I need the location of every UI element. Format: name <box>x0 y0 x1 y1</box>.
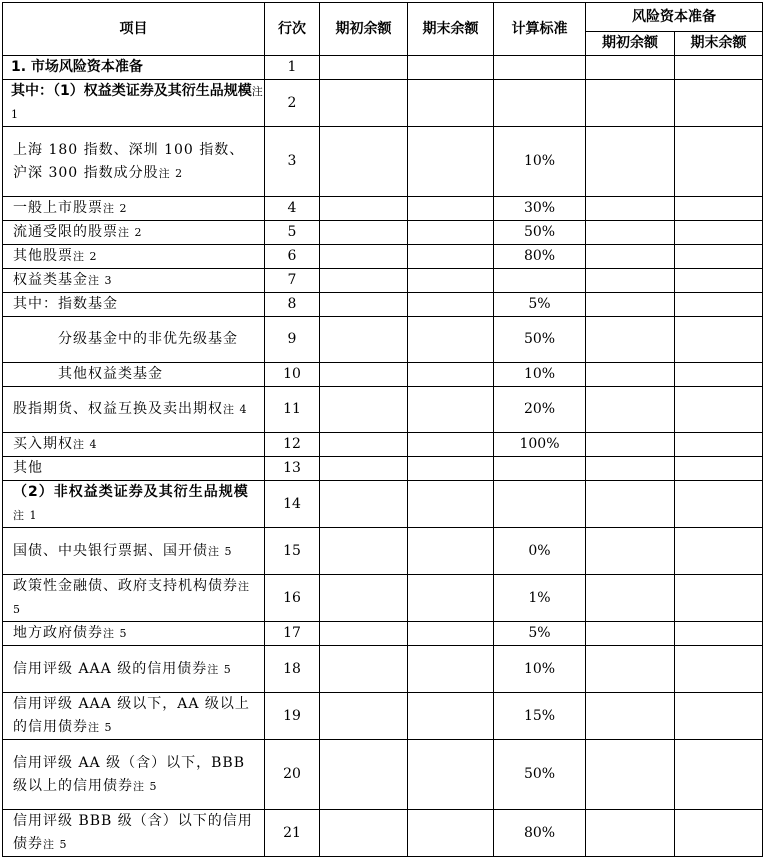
header-row-number: 行次 <box>265 3 320 56</box>
end-balance-cell <box>408 481 494 528</box>
row-item-label: 其他 <box>13 460 43 476</box>
reserve-begin-cell <box>586 293 675 317</box>
row-item <box>3 363 265 387</box>
row-number: 13 <box>265 457 320 481</box>
row-number: 9 <box>265 317 320 363</box>
reserve-begin-cell <box>586 481 675 528</box>
calc-standard-cell: 50% <box>494 740 586 810</box>
reserve-begin-cell <box>586 740 675 810</box>
row-item <box>3 317 265 363</box>
row-number: 15 <box>265 528 320 575</box>
begin-balance-cell <box>320 245 408 269</box>
row-item <box>3 387 265 433</box>
reserve-end-cell <box>675 56 763 80</box>
row-note: 注 2 <box>118 226 143 239</box>
calc-standard-cell: 5% <box>494 622 586 646</box>
header-calc-standard: 计算标准 <box>494 3 586 56</box>
calc-standard-cell: 10% <box>494 646 586 693</box>
risk-capital-table <box>2 2 763 857</box>
begin-balance-cell <box>320 363 408 387</box>
table-row <box>3 740 763 810</box>
row-item-label: 国债、中央银行票据、国开债 <box>13 542 208 559</box>
table-row <box>3 528 763 575</box>
begin-balance-cell <box>320 80 408 127</box>
end-balance-cell <box>408 80 494 127</box>
calc-standard-cell: 10% <box>494 127 586 197</box>
row-note: 注 5 <box>208 544 233 558</box>
row-item <box>3 457 265 481</box>
end-balance-cell <box>408 575 494 622</box>
table-row <box>3 56 763 80</box>
row-item <box>3 528 265 575</box>
reserve-end-cell <box>675 457 763 481</box>
reserve-end-cell <box>675 740 763 810</box>
table-row <box>3 575 763 622</box>
row-item <box>3 575 265 622</box>
reserve-begin-cell <box>586 646 675 693</box>
row-note: 注 5 <box>103 627 128 640</box>
reserve-begin-cell <box>586 387 675 433</box>
calc-standard-cell <box>494 56 586 80</box>
row-item <box>3 127 265 197</box>
table-row <box>3 693 763 740</box>
reserve-begin-cell <box>586 575 675 622</box>
row-item-label: 信用评级 AAA 级的信用债券 <box>13 660 208 677</box>
begin-balance-cell <box>320 221 408 245</box>
row-number: 17 <box>265 622 320 646</box>
row-note: 注 4 <box>223 403 248 416</box>
row-number: 2 <box>265 80 320 127</box>
row-item-label: 其他权益类基金 <box>58 366 163 382</box>
row-note: 注 2 <box>158 166 184 180</box>
row-note: 注 5 <box>207 662 232 676</box>
reserve-end-cell <box>675 481 763 528</box>
end-balance-cell <box>408 622 494 646</box>
begin-balance-cell <box>320 528 408 575</box>
begin-balance-cell <box>320 646 408 693</box>
header-risk-reserve: 风险资本准备 <box>586 3 763 32</box>
table-row <box>3 127 763 197</box>
calc-standard-cell: 80% <box>494 245 586 269</box>
row-item-label: 信用评级 BBB 级（含）以下的信用债券 <box>13 813 253 852</box>
reserve-end-cell <box>675 433 763 457</box>
row-note: 注 3 <box>88 274 113 287</box>
begin-balance-cell <box>320 433 408 457</box>
row-note: 注 1 <box>11 85 263 121</box>
table-row <box>3 221 763 245</box>
begin-balance-cell <box>320 740 408 810</box>
reserve-begin-cell <box>586 80 675 127</box>
row-number: 3 <box>265 127 320 197</box>
end-balance-cell <box>408 317 494 363</box>
begin-balance-cell <box>320 56 408 80</box>
calc-standard-cell <box>494 481 586 528</box>
calc-standard-cell <box>494 457 586 481</box>
reserve-end-cell <box>675 810 763 857</box>
begin-balance-cell <box>320 693 408 740</box>
row-item-label: 1. 市场风险资本准备 <box>11 59 143 75</box>
row-number: 8 <box>265 293 320 317</box>
begin-balance-cell <box>320 622 408 646</box>
row-item-label: 一般上市股票 <box>13 200 103 216</box>
row-note: 注 4 <box>73 438 98 451</box>
row-note: 注 2 <box>103 202 128 215</box>
reserve-begin-cell <box>586 693 675 740</box>
reserve-begin-cell <box>586 810 675 857</box>
begin-balance-cell <box>320 197 408 221</box>
reserve-end-cell <box>675 221 763 245</box>
table-row <box>3 457 763 481</box>
calc-standard-cell: 15% <box>494 693 586 740</box>
reserve-end-cell <box>675 528 763 575</box>
row-item <box>3 197 265 221</box>
row-note: 注 2 <box>73 250 98 263</box>
calc-standard-cell: 0% <box>494 528 586 575</box>
reserve-end-cell <box>675 269 763 293</box>
begin-balance-cell <box>320 317 408 363</box>
calc-standard-cell: 10% <box>494 363 586 387</box>
row-number: 7 <box>265 269 320 293</box>
row-number: 21 <box>265 810 320 857</box>
reserve-begin-cell <box>586 363 675 387</box>
row-item-label: 其他股票 <box>13 248 73 264</box>
end-balance-cell <box>408 269 494 293</box>
reserve-begin-cell <box>586 622 675 646</box>
row-item-label: 政策性金融债、政府支持机构债券 <box>13 578 238 594</box>
header-begin-balance: 期初余额 <box>320 3 408 56</box>
row-item <box>3 245 265 269</box>
reserve-begin-cell <box>586 221 675 245</box>
end-balance-cell <box>408 387 494 433</box>
reserve-end-cell <box>675 197 763 221</box>
row-number: 19 <box>265 693 320 740</box>
table-row <box>3 481 763 528</box>
reserve-end-cell <box>675 127 763 197</box>
calc-standard-cell <box>494 80 586 127</box>
row-number: 10 <box>265 363 320 387</box>
row-number: 20 <box>265 740 320 810</box>
row-number: 18 <box>265 646 320 693</box>
row-number: 12 <box>265 433 320 457</box>
reserve-end-cell <box>675 245 763 269</box>
end-balance-cell <box>408 245 494 269</box>
calc-standard-cell: 50% <box>494 317 586 363</box>
row-item <box>3 221 265 245</box>
row-item-label: 其中：指数基金 <box>13 296 118 312</box>
begin-balance-cell <box>320 457 408 481</box>
row-number: 6 <box>265 245 320 269</box>
row-item <box>3 740 265 810</box>
end-balance-cell <box>408 363 494 387</box>
row-note: 注 5 <box>43 838 68 851</box>
table-row <box>3 646 763 693</box>
row-item-label: 分级基金中的非优先级基金 <box>58 331 238 347</box>
reserve-end-cell <box>675 80 763 127</box>
table-row <box>3 269 763 293</box>
reserve-end-cell <box>675 363 763 387</box>
end-balance-cell <box>408 693 494 740</box>
table-row <box>3 433 763 457</box>
calc-standard-cell: 50% <box>494 221 586 245</box>
reserve-begin-cell <box>586 528 675 575</box>
row-number: 14 <box>265 481 320 528</box>
row-item <box>3 269 265 293</box>
reserve-end-cell <box>675 622 763 646</box>
end-balance-cell <box>408 221 494 245</box>
reserve-begin-cell <box>586 433 675 457</box>
row-item-label: 流通受限的股票 <box>13 224 118 240</box>
calc-standard-cell: 5% <box>494 293 586 317</box>
end-balance-cell <box>408 528 494 575</box>
table-row <box>3 197 763 221</box>
table-row <box>3 80 763 127</box>
row-number: 16 <box>265 575 320 622</box>
row-note: 注 1 <box>13 509 38 522</box>
row-note: 注 5 <box>133 779 158 793</box>
header-item: 项目 <box>3 3 265 56</box>
table-row <box>3 363 763 387</box>
row-number: 1 <box>265 56 320 80</box>
begin-balance-cell <box>320 575 408 622</box>
row-note: 注 5 <box>88 721 113 734</box>
table-row <box>3 317 763 363</box>
begin-balance-cell <box>320 293 408 317</box>
header-reserve-begin: 期初余额 <box>586 32 675 56</box>
end-balance-cell <box>408 127 494 197</box>
reserve-begin-cell <box>586 245 675 269</box>
row-item <box>3 646 265 693</box>
row-item-label: 信用评级 AA 级（含）以下，BBB 级以上的信用债券 <box>13 754 245 794</box>
begin-balance-cell <box>320 269 408 293</box>
reserve-begin-cell <box>586 197 675 221</box>
calc-standard-cell: 30% <box>494 197 586 221</box>
end-balance-cell <box>408 293 494 317</box>
calc-standard-cell: 100% <box>494 433 586 457</box>
row-item <box>3 622 265 646</box>
table-row <box>3 293 763 317</box>
calc-standard-cell: 80% <box>494 810 586 857</box>
row-item <box>3 293 265 317</box>
row-item <box>3 80 265 127</box>
row-item-label: 信用评级 AAA 级以下，AA 级以上的信用债券 <box>13 696 250 735</box>
begin-balance-cell <box>320 387 408 433</box>
reserve-end-cell <box>675 693 763 740</box>
reserve-end-cell <box>675 575 763 622</box>
row-item-label: 权益类基金 <box>13 272 88 288</box>
reserve-begin-cell <box>586 127 675 197</box>
header-reserve-end: 期末余额 <box>675 32 763 56</box>
end-balance-cell <box>408 646 494 693</box>
row-note: 注 5 <box>13 580 250 616</box>
table-row <box>3 387 763 433</box>
reserve-end-cell <box>675 293 763 317</box>
row-item-label: 买入期权 <box>13 436 73 452</box>
row-number: 11 <box>265 387 320 433</box>
table-row <box>3 622 763 646</box>
header-end-balance: 期末余额 <box>408 3 494 56</box>
reserve-begin-cell <box>586 317 675 363</box>
row-item <box>3 481 265 528</box>
row-item <box>3 693 265 740</box>
end-balance-cell <box>408 56 494 80</box>
reserve-end-cell <box>675 317 763 363</box>
end-balance-cell <box>408 197 494 221</box>
table-row <box>3 810 763 857</box>
row-item-label: 其中：（1）权益类证券及其衍生品规模 <box>11 83 252 99</box>
row-item-label: 上海 180 指数、深圳 100 指数、沪深 300 指数成分股 <box>13 141 245 181</box>
row-item-label: （2）非权益类证券及其衍生品规模 <box>13 484 249 500</box>
row-number: 5 <box>265 221 320 245</box>
row-item <box>3 433 265 457</box>
calc-standard-cell: 20% <box>494 387 586 433</box>
row-item-label: 股指期货、权益互换及卖出期权 <box>13 401 223 417</box>
calc-standard-cell: 1% <box>494 575 586 622</box>
row-item-label: 地方政府债券 <box>13 625 103 641</box>
table-row <box>3 245 763 269</box>
end-balance-cell <box>408 810 494 857</box>
reserve-begin-cell <box>586 56 675 80</box>
reserve-begin-cell <box>586 457 675 481</box>
reserve-end-cell <box>675 387 763 433</box>
begin-balance-cell <box>320 481 408 528</box>
reserve-begin-cell <box>586 269 675 293</box>
row-item <box>3 810 265 857</box>
table-body <box>3 56 763 857</box>
end-balance-cell <box>408 740 494 810</box>
row-item <box>3 56 265 80</box>
row-number: 4 <box>265 197 320 221</box>
begin-balance-cell <box>320 810 408 857</box>
calc-standard-cell <box>494 269 586 293</box>
end-balance-cell <box>408 457 494 481</box>
begin-balance-cell <box>320 127 408 197</box>
end-balance-cell <box>408 433 494 457</box>
reserve-end-cell <box>675 646 763 693</box>
